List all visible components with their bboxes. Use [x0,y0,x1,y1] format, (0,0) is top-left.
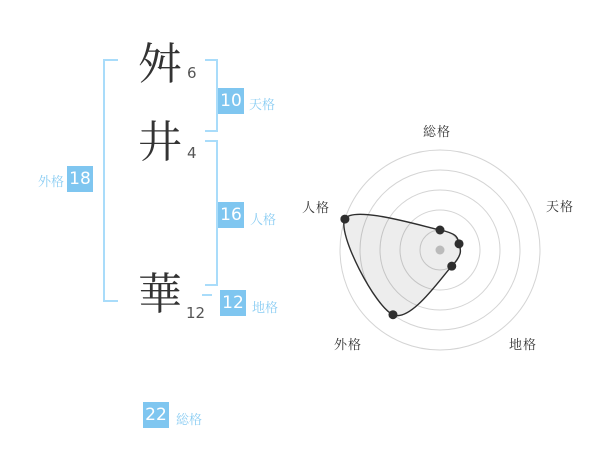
chikaku-bracket-dash [202,294,212,296]
radar-data-point [388,310,397,319]
radar-axis-label-soukaku: 総格 [422,125,451,140]
name-character-2: 井 [138,117,182,168]
chikaku-label: 地格 [252,301,279,316]
jinkaku-label: 人格 [250,213,277,228]
radar-axis-label-jinkaku: 人格 [302,201,331,216]
soukaku-value-badge: 22 [143,402,169,428]
radar-data-point [455,239,464,248]
jinkaku-value-badge: 16 [218,202,244,228]
gaikaku-label: 外格 [37,175,64,190]
stroke-count-2: 4 [187,144,197,162]
tenkaku-value-badge: 10 [218,88,244,114]
radar-data-point [340,215,349,224]
radar-axis-label-gaikaku: 外格 [334,338,363,353]
tenkaku-label: 天格 [249,98,276,113]
radar-axis-label-chikaku: 地格 [509,338,538,353]
radar-data-point [436,226,445,235]
gaikaku-bracket [103,59,118,302]
stroke-count-1: 6 [187,64,197,82]
radar-data-point [447,262,456,271]
soukaku-label: 総格 [176,413,203,428]
radar-center-dot [436,246,445,255]
radar-chart [305,110,585,360]
radar-axis-label-tenkaku: 天格 [546,200,575,215]
name-character-1: 舛 [138,39,182,90]
name-character-3: 華 [138,269,182,320]
chikaku-value-badge: 12 [220,290,246,316]
stroke-count-3: 12 [186,304,206,322]
gaikaku-value-badge: 18 [67,166,93,192]
jinkaku-bracket [205,140,218,286]
tenkaku-bracket [205,59,218,132]
